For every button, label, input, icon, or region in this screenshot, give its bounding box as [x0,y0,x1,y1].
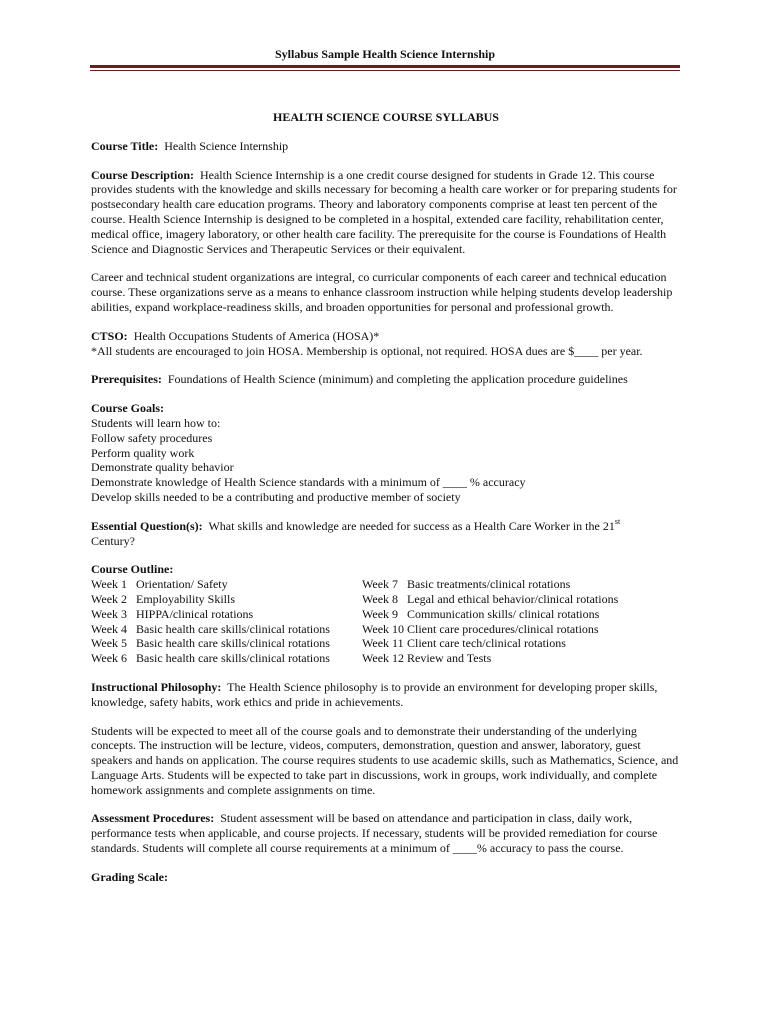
goal-item: Develop skills needed to be a contributing and productive member of society [91,489,461,504]
outline-topic: Basic health care skills/clinical rotations [136,621,330,636]
outline-topic: Client care procedures/clinical rotations [407,621,599,636]
outline-topic: Orientation/ Safety [136,577,228,592]
outline-topic: Review and Tests [407,651,492,666]
course-description-label: Course Description: [91,167,194,182]
instructional-philosophy-label: Instructional Philosophy: [91,679,222,694]
outline-row [362,651,681,666]
outline-left-column [91,577,362,666]
essential-question-text: What skills and knowledge are needed for success as a Health Care Worker in the 21 [208,518,615,533]
ctso-label: CTSO: [91,328,128,343]
outline-row [362,607,681,622]
course-goals-section [91,401,681,505]
outline-row [91,607,362,622]
outline-topic: Legal and ethical behavior/clinical rotations [407,591,619,606]
outline-row [91,636,362,651]
outline-week: Week 5 [91,636,128,651]
essential-question-sup: st [614,516,621,526]
outline-row [362,577,681,592]
course-outline-table [91,577,681,666]
goal-item: Follow safety procedures [91,430,213,445]
outline-row [362,622,681,637]
outline-row [91,592,362,607]
ctso-paragraph: Career and technical student organizations are integral, co curricular components of each career and technical education course. These organizations serve as a means to enhance classroom instruction while helping students develop leadership abilities, expand workplace-readiness skills, and broaden opportunities for personal and professional growth. [91,270,673,314]
instructional-philosophy-section [91,680,681,710]
outline-week: Week 1 [91,577,128,592]
assessment-text: Student assessment will be based on attendance and participation in class, daily work, performance tests when applicable, and course projects. If necessary, students will be provided remediation for course standards. Students will complete all course requirements at a minimum of ____% accuracy to pass the course. [91,811,658,856]
document-title: HEALTH SCIENCE COURSE SYLLABUS [273,110,499,124]
outline-topic: Employability Skills [136,591,236,606]
course-title-label: Course Title: [91,138,159,153]
course-outline-label: Course Outline: [91,562,174,577]
outline-row [362,636,681,651]
students-expectations-paragraph: Students will be expected to meet all of the course goals and to demonstrate their understanding of the underlying concepts. The instruction will be lecture, videos, computers, demonstration, question and answer, laboratory, guest speakers and hands on application. The course requires students to use academic skills, such as Mathematics, Science, and Language Arts. Students will be expected to take part in discussions, work in groups, work individually, and complete homework assignments and complete assignments on time. [91,723,679,797]
ctso-note: *All students are encouraged to join HOSA. Membership is optional, not required. HOSA dues are $____ per year. [91,343,643,358]
outline-topic: Communication skills/ clinical rotations [407,606,600,621]
outline-right-column [362,577,681,666]
goal-item: Demonstrate quality behavior [91,460,234,475]
ctso-value: Health Occupations Students of America (HOSA)* [133,328,380,343]
running-header: Syllabus Sample Health Science Internship [274,47,496,61]
outline-week: Week 10 [362,621,405,636]
outline-week: Week 3 [91,606,128,621]
header-rule-thin [90,70,680,71]
instructional-philosophy-text: The Health Science philosophy is to provide an environment for developing proper skills, knowledge, safety habits, work ethics and pride in achievements. [91,679,658,709]
outline-topic: Basic treatments/clinical rotations [407,577,571,592]
outline-topic: HIPPA/clinical rotations [136,606,254,621]
essential-question-section [91,516,681,549]
goal-item: Students will learn how to: [91,415,221,430]
header-rule-thick [90,65,680,68]
grading-scale-section [91,870,681,885]
ctso-section [91,329,681,359]
course-description-section [91,168,681,257]
assessment-label: Assessment Procedures: [91,811,215,826]
course-title-value: Health Science Internship [164,138,289,153]
prerequisites-label: Prerequisites: [91,372,162,387]
outline-topic: Basic health care skills/clinical rotations [136,651,330,666]
outline-week: Week 2 [91,591,128,606]
grading-scale-label: Grading Scale: [91,869,168,884]
outline-row [91,651,362,666]
outline-topic: Client care tech/clinical rotations [407,636,566,651]
assessment-section [91,811,681,855]
course-title-section [91,139,681,154]
goal-item: Perform quality work [91,445,195,460]
prerequisites-value: Foundations of Health Science (minimum) and completing the application procedure guidelines [167,372,628,387]
outline-week: Week 9 [362,606,399,621]
course-description-text: Health Science Internship is a one credit course designed for students in Grade 12. This course provides students with the knowledge and skills necessary for becoming a health care worker or for preparing students for postsecondary health care education programs. Theory and laboratory components comprise at least ten percent of the course. Health Science Internship is designed to be completed in a hospital, extended care facility, rehabilitation center, medical office, imagery laboratory, or other health care facility. The prerequisite for the course is Foundations of Health Science and Diagnostic Services and Therapeutic Services or their equivalent. [91,167,677,256]
outline-week: Week 11 [362,636,404,651]
goal-item: Demonstrate knowledge of Health Science standards with a minimum of ____ % accuracy [91,475,526,490]
outline-row [91,622,362,637]
outline-topic: Basic health care skills/clinical rotations [136,636,330,651]
document-body [91,110,681,899]
outline-row [91,577,362,592]
essential-question-label: Essential Question(s): [91,518,203,533]
essential-question-end: Century? [91,533,135,548]
outline-week: Week 6 [91,651,128,666]
outline-week: Week 12 [362,651,405,666]
outline-row [362,592,681,607]
outline-week: Week 8 [362,591,399,606]
outline-week: Week 4 [91,621,128,636]
course-goals-label: Course Goals: [91,401,164,416]
prerequisites-section [91,372,681,387]
course-outline-section [91,562,681,666]
outline-week: Week 7 [362,577,399,592]
